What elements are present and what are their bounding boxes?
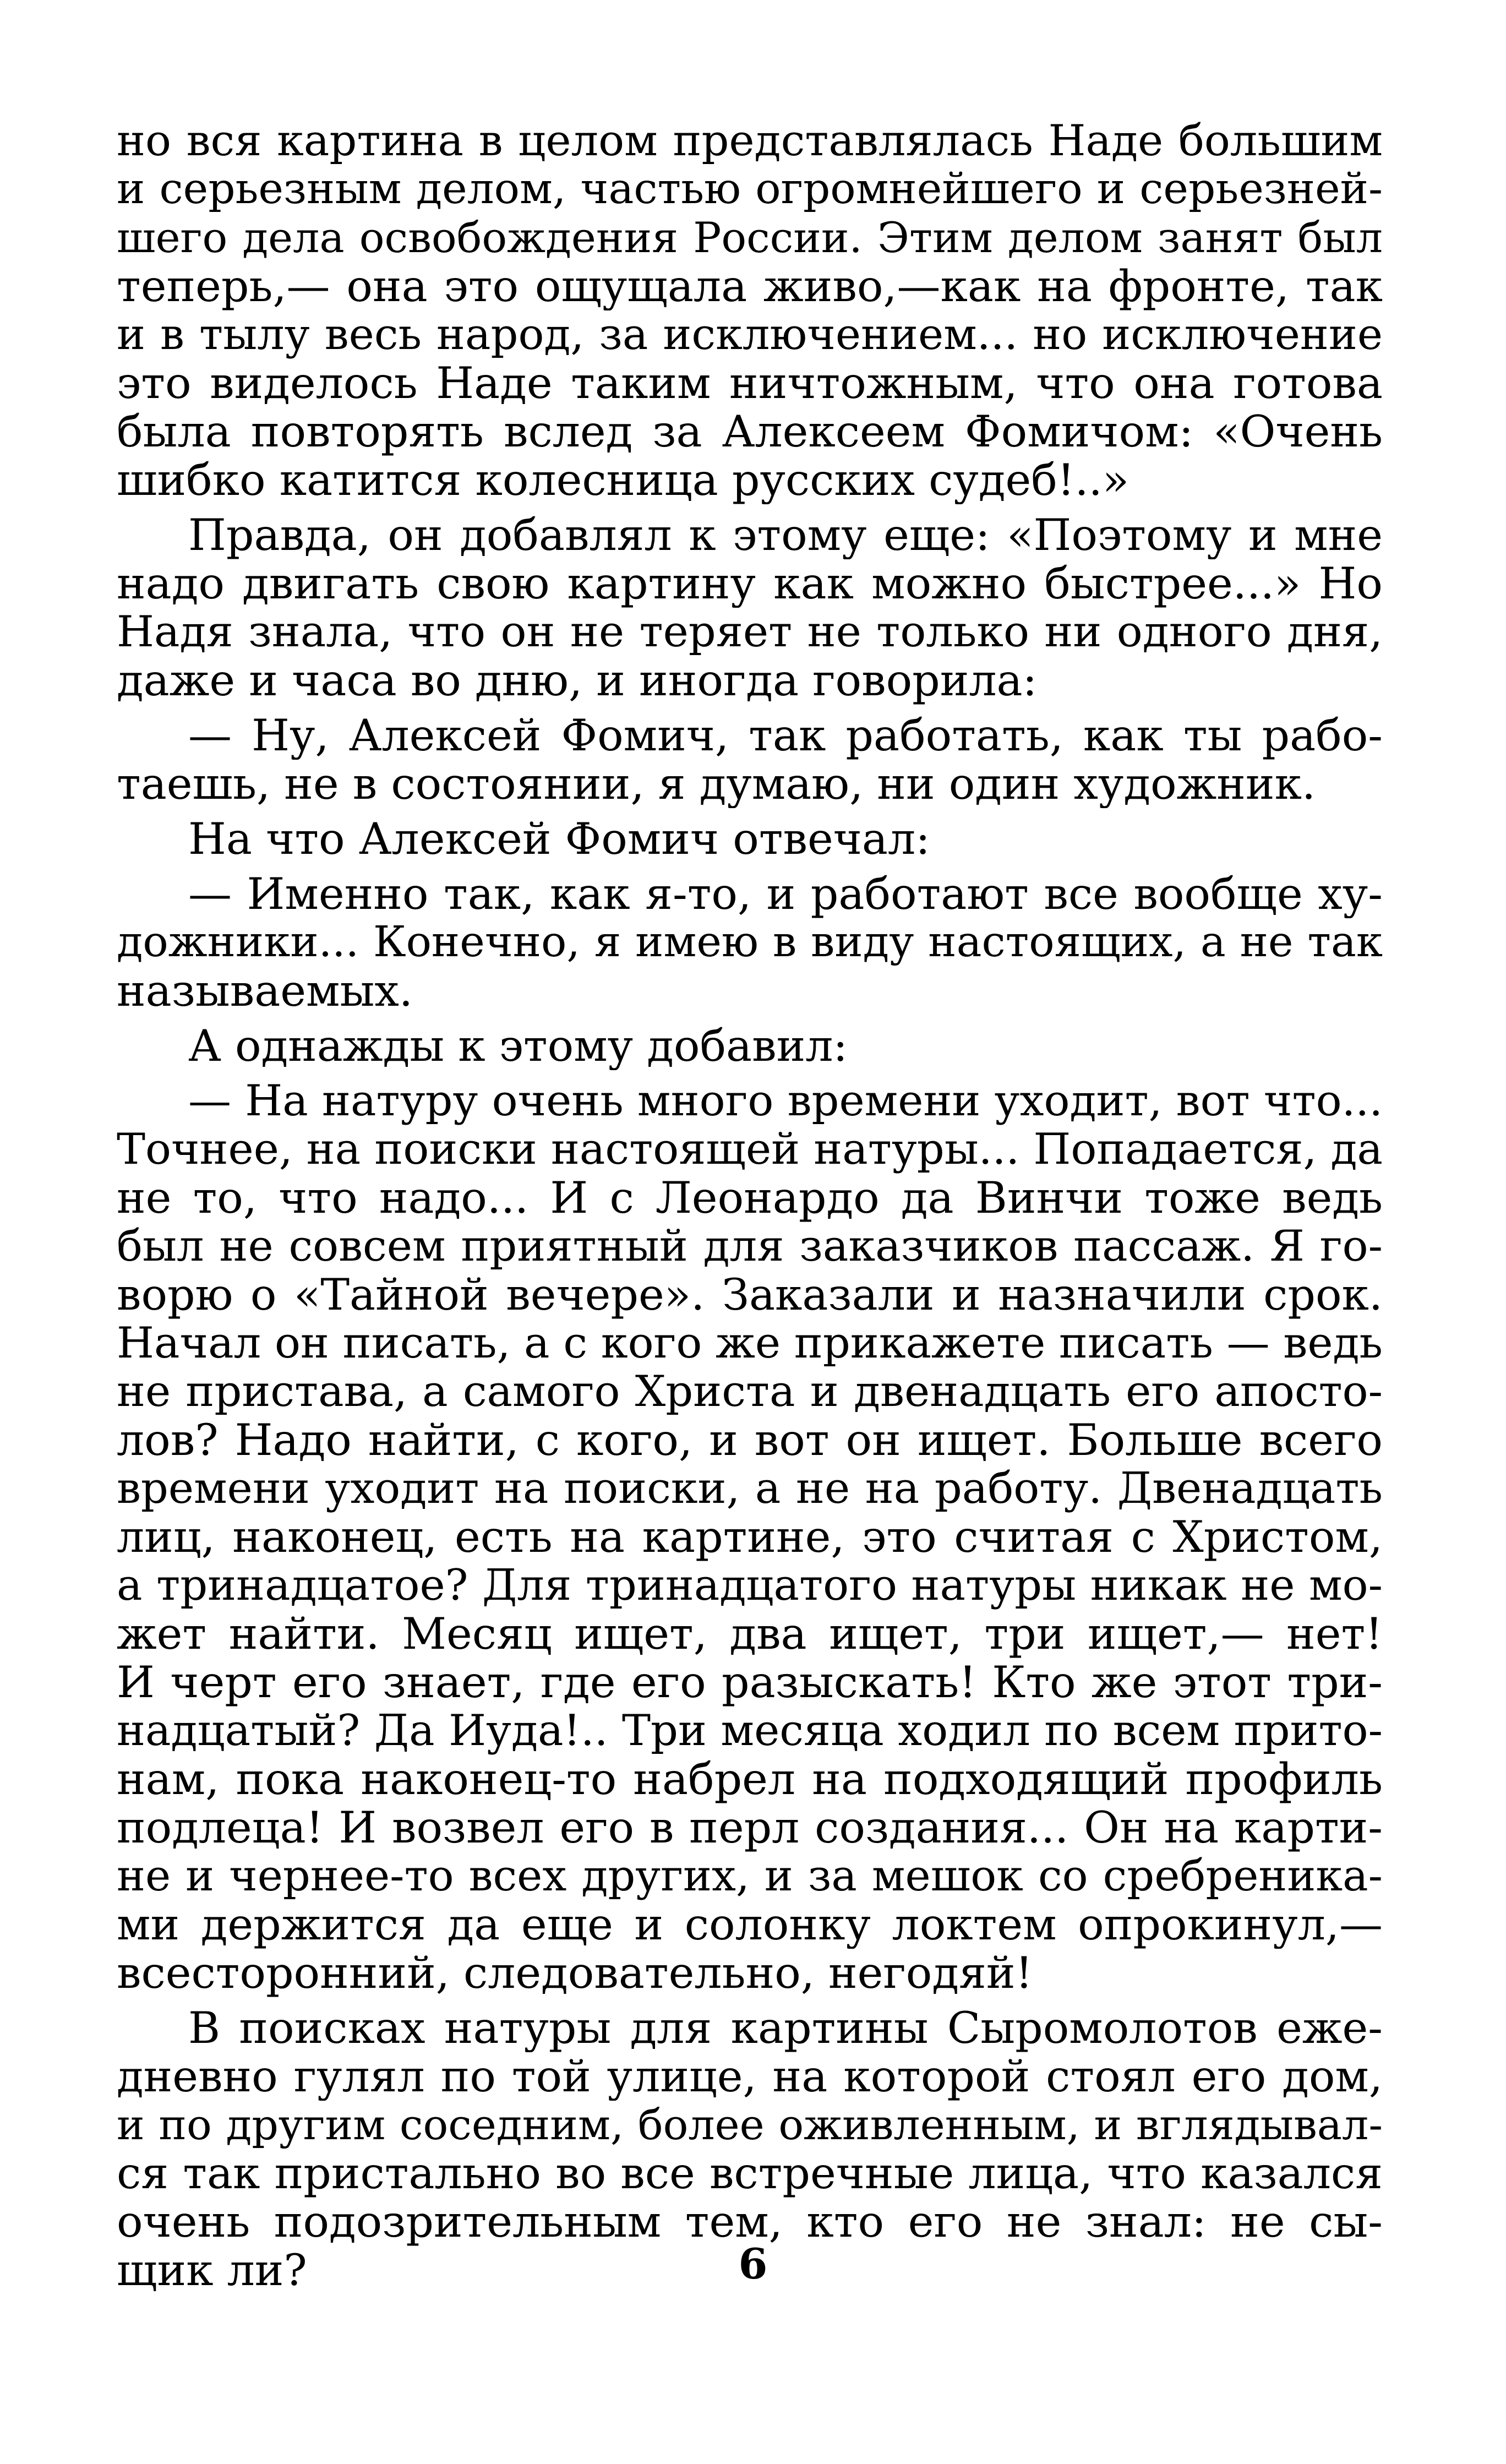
text-line: очень подозрительным тем, кто его не знал: не сы- [117, 2198, 1383, 2246]
text-line: это виделось Наде таким ничтожным, что она готова [117, 359, 1383, 407]
text-line: и в тылу весь народ, за исключением... но исключение [117, 310, 1383, 359]
text-line: шибко катится колесница русских судеб!..» [117, 456, 1130, 504]
text-line: На что Алексей Фомич отвечал: [188, 815, 930, 863]
text-line: не то, что надо... И с Леонардо да Винчи тоже ведь [117, 1174, 1383, 1222]
text-line: жет найти. Месяц ищет, два ищет, три ищет,— нет! [117, 1610, 1383, 1658]
text-line: ми держится да еще и солонку локтем опрокинул,— [117, 1900, 1383, 1949]
text-line: ся так пристально во все встречные лица, что казался [117, 2149, 1383, 2198]
page-number: 6 [738, 2239, 768, 2288]
text-line: щик ли? [117, 2246, 307, 2294]
text-line: — На натуру очень много времени уходит, вот что... [188, 1077, 1383, 1125]
text-line: теперь,— она это ощущала живо,—как на фронте, так [117, 262, 1383, 310]
text-line: и по другим соседним, более оживленным, и вглядывал- [117, 2101, 1383, 2149]
text-line: Надя знала, что он не теряет не только ни одного дня, [117, 608, 1383, 656]
text-line: шего дела освобождения России. Этим делом занят был [117, 214, 1383, 262]
text-line: времени уходит на поиски, а не на работу. Двенадцать [117, 1464, 1383, 1513]
text-line: всесторонний, следовательно, негодяй! [117, 1949, 1033, 1997]
text-line: таешь, не в состоянии, я думаю, ни один художник. [117, 760, 1316, 808]
text-line: а тринадцатое? Для тринадцатого натуры никак не мо- [117, 1561, 1383, 1610]
text-line: — Именно так, как я-то, и работают все вообще ху- [188, 870, 1383, 918]
text-line: — Ну, Алексей Фомич, так работать, как ты рабо- [188, 711, 1383, 760]
text-line: был не совсем приятный для заказчиков пассаж. Я го- [117, 1222, 1383, 1271]
text-line: подлеца! И возвел его в перл создания... Он на карти- [117, 1803, 1383, 1852]
text-line: надо двигать свою картину как можно быстрее...» Но [117, 559, 1383, 608]
text-line: и серьезным делом, частью огромнейшего и серьезней- [117, 165, 1383, 214]
text-line: называемых. [117, 967, 413, 1015]
text-line: А однажды к этому добавил: [188, 1022, 848, 1070]
text-line: но вся картина в целом представлялась Наде большим [117, 117, 1383, 165]
text-line: дожники... Конечно, я имею в виду настоящих, а не так [117, 918, 1383, 967]
text-line: лов? Надо найти, с кого, и вот он ищет. Больше всего [117, 1416, 1383, 1464]
body-text [117, 117, 1383, 2294]
text-line: И черт его знает, где его разыскать! Кто же этот три- [117, 1658, 1383, 1707]
text-line: даже и часа во дню, и иногда говорила: [117, 656, 1038, 705]
text-line: не пристава, а самого Христа и двенадцать его апосто- [117, 1367, 1383, 1416]
text-line: Точнее, на поиски настоящей натуры... Попадается, да [117, 1125, 1383, 1174]
text-line: нам, пока наконец-то набрел на подходящий профиль [117, 1755, 1383, 1803]
text-line: В поисках натуры для картины Сыромолотов еже- [188, 2004, 1383, 2052]
text-line: Правда, он добавлял к этому еще: «Поэтому и мне [188, 511, 1383, 559]
text-line: дневно гулял по той улице, на которой стоял его дом, [117, 2052, 1383, 2101]
text-line: лиц, наконец, есть на картине, это считая с Христом, [117, 1513, 1383, 1561]
text-line: не и чернее-то всех других, и за мешок со сребреника- [117, 1852, 1383, 1900]
text-line: Начал он писать, а с кого же прикажете писать — ведь [117, 1319, 1383, 1367]
text-line: ворю о «Тайной вечере». Заказали и назначили срок. [117, 1271, 1383, 1319]
text-line: была повторять вслед за Алексеем Фомичом: «Очень [117, 407, 1383, 456]
text-line: надцатый? Да Иуда!.. Три месяца ходил по всем прито- [117, 1707, 1383, 1755]
